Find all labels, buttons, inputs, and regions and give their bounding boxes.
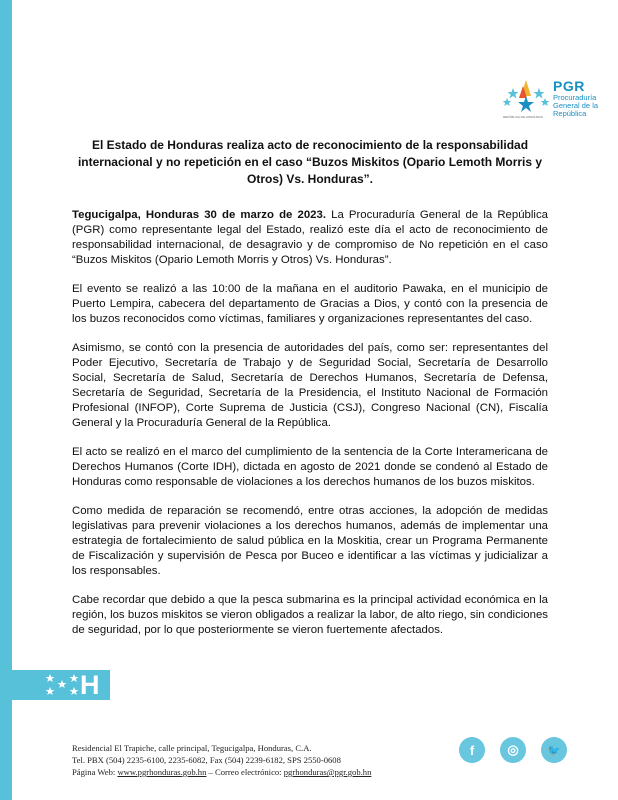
paragraph-6: Cabe recordar que debido a que la pesca submarina es la principal actividad económica en la región, los buzos miskitos se vieron obligados a realizar la labor, de alto riego, sin condiciones de seguridad, por lo que posteriormente se vieron fuertemente afectados. xyxy=(72,594,548,636)
instagram-icon[interactable]: ◎ xyxy=(500,737,526,763)
email-link[interactable]: pgrhonduras@pgr.gob.hn xyxy=(283,767,372,777)
twitter-icon[interactable]: 🐦 xyxy=(541,737,567,763)
pgr-stars-icon xyxy=(501,78,551,114)
paragraph-4: El acto se realizó en el marco del cumplimiento de la sentencia de la Corte Interamericana de Derechos Humanos (Corte IDH), dictada en agosto de 2021 donde se condenó al Estado de Honduras como responsable de violaciones a los derechos humanos de los buzos miskitos. xyxy=(72,446,548,488)
footer-web-label: Página Web: xyxy=(72,767,118,777)
document-title: El Estado de Honduras realiza acto de reconocimiento de la responsabilidad internacional y no repetición en el caso “Buzos Miskitos (Opario Lemoth Morris y Otros) Vs. Honduras”. xyxy=(77,138,543,186)
document-body xyxy=(72,208,548,652)
logo-brand: PGR xyxy=(553,78,585,94)
paragraph-5: Como medida de reparación se recomendó, entre otras acciones, la adopción de medidas legislativas para prevenir violaciones a los derechos humanos, además de implementar una estrategia de fortalecimiento de salud pública en la Moskitia, crear un Programa Permanente de Fiscalización y supervisión de Pesca por Buceo e identificar a las víctimas y judicializar a los responsables. xyxy=(72,505,548,577)
footer-web-line xyxy=(72,766,452,778)
dateline: Tegucigalpa, Honduras 30 de marzo de 2023. xyxy=(72,209,326,221)
footer-address: Residencial El Trapiche, calle principal, Tegucigalpa, Honduras, C.A. xyxy=(72,743,312,753)
pgr-logo xyxy=(501,78,613,120)
honduras-badge xyxy=(0,670,110,700)
logo-motto: REPÚBLICA DE HONDURAS xyxy=(503,115,543,119)
paragraph-1 xyxy=(72,208,548,268)
website-link[interactable]: www.pgrhonduras.gob.hn xyxy=(117,767,207,777)
honduras-h-letter: H xyxy=(80,670,100,700)
footer-email-label: – Correo electrónico: xyxy=(206,767,284,777)
footer xyxy=(72,742,452,778)
paragraph-3: Asimismo, se contó con la presencia de autoridades del país, como ser: representantes del Poder Ejecutivo, Secretaría de Trabajo y de Seguridad Social, Secretaría de Desarrollo Social, Secretaría de Salud, Secretaría de Derechos Humanos, Secretaría de Defensa, Secretaría de Seguridad, Secretaría de la Presidencia, el Instituto Nacional de Formación Profesional (INFOP), Corte Suprema de Justicia (CSJ), Congreso Nacional (CN), Fiscalía General y la Procuraduría General de la República. xyxy=(72,342,548,429)
logo-subtitle: Procuraduría General de la República xyxy=(553,93,599,118)
honduras-stars-icon xyxy=(44,672,84,698)
paragraph-2: El evento se realizó a las 10:00 de la mañana en el auditorio Pawaka, en el municipio de Puerto Lempira, cabecera del departamento de Gracias a Dios, y contó con la presencia de los buzos reconocidos como víctimas, familiares y organizaciones representantes del caso. xyxy=(72,283,548,325)
facebook-icon[interactable]: f xyxy=(459,737,485,763)
footer-phones: Tel. PBX (504) 2235-6100, 2235-6082, Fax (504) 2239-6182, SPS 2550-0608 xyxy=(72,755,341,765)
paragraph-1-text: La Procuraduría General de la República (PGR) como representante legal del Estado, realizó este día el acto de reconocimiento de responsabilidad internacional, de desagravio y de compromiso de No repetición en el caso “Buzos Miskitos (Opario Lemoth Morris y Otros) Vs. Honduras”. xyxy=(72,209,548,266)
